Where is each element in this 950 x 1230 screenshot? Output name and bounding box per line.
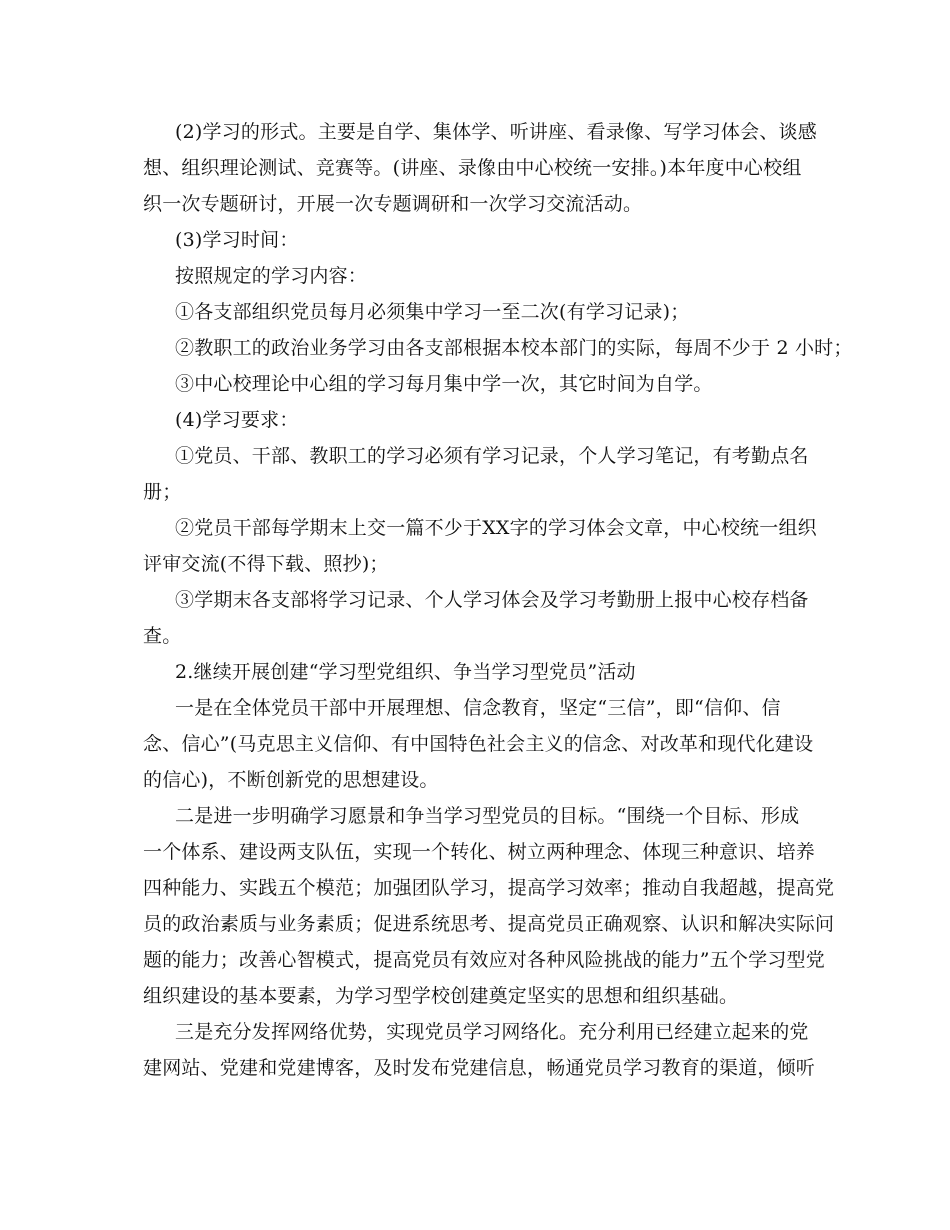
section-heading: 2.继续开展创建“学习型党组织、争当学习型党员”活动 <box>175 661 636 683</box>
paragraph-line: 三是充分发挥网络优势，实现党员学习网络化。充分利用已经建立起来的党 <box>175 1021 809 1043</box>
paragraph-line: 组织建设的基本要素，为学习型学校创建奠定坚实的思想和组织基础。 <box>143 985 739 1007</box>
paragraph-line: 按照规定的学习内容： <box>175 265 368 287</box>
list-item: ③中心校理论中心组的学习每月集中学一次，其它时间为自学。 <box>175 373 713 395</box>
paragraph-line: 题的能力；改善心智模式，提高党员有效应对各种风险挑战的能力”五个学习型党 <box>143 949 825 971</box>
list-item: ③学期末各支部将学习记录、个人学习体会及学习考勤册上报中心校存档备 <box>175 589 809 611</box>
paragraph-line: 二是进一步明确学习愿景和争当学习型党员的目标。“围绕一个目标、形成 <box>175 805 800 827</box>
list-item: 册； <box>143 481 182 503</box>
paragraph-line: 建网站、党建和党建博客，及时发布党建信息，畅通党员学习教育的渠道，倾听 <box>143 1057 816 1079</box>
paragraph-line: 四种能力、实践五个模范；加强团队学习，提高学习效率；推动自我超越，提高党 <box>143 877 835 899</box>
paragraph-line: 想、组织理论测试、竞赛等。(讲座、录像由中心校统一安排。)本年度中心校组 <box>143 157 802 179</box>
paragraph-line: 员的政治素质与业务素质；促进系统思考、提高党员正确观察、认识和解决实际问 <box>143 913 835 935</box>
list-item: ②教职工的政治业务学习由各支部根据本校本部门的实际，每周不少于 2 小时； <box>175 337 853 359</box>
list-item: ②党员干部每学期末上交一篇不少于XX字的学习体会文章，中心校统一组织 <box>175 517 817 539</box>
paragraph-line: (2)学习的形式。主要是自学、集体学、听讲座、看录像、写学习体会、谈感 <box>175 121 817 143</box>
paragraph-line: 织一次专题研讨，开展一次专题调研和一次学习交流活动。 <box>143 193 643 215</box>
section-heading: (4)学习要求： <box>175 409 299 431</box>
list-item: 查。 <box>143 625 182 647</box>
paragraph-line: 的信心)，不断创新党的思想建设。 <box>143 769 439 791</box>
list-item: 评审交流(不得下载、照抄)； <box>143 553 389 575</box>
paragraph-line: 念、信心”(马克思主义信仰、有中国特色社会主义的信念、对改革和现代化建设 <box>143 733 814 755</box>
section-heading: (3)学习时间： <box>175 229 299 251</box>
paragraph-line: 一是在全体党员干部中开展理想、信念教育，坚定“三信”，即“信仰、信 <box>175 697 781 719</box>
paragraph-line: 一个体系、建设两支队伍，实现一个转化、树立两种理念、体现三种意识、培养 <box>143 841 816 863</box>
list-item: ①党员、干部、教职工的学习必须有学习记录，个人学习笔记，有考勤点名 <box>175 445 809 467</box>
list-item: ①各支部组织党员每月必须集中学习一至二次(有学习记录)； <box>175 301 690 323</box>
